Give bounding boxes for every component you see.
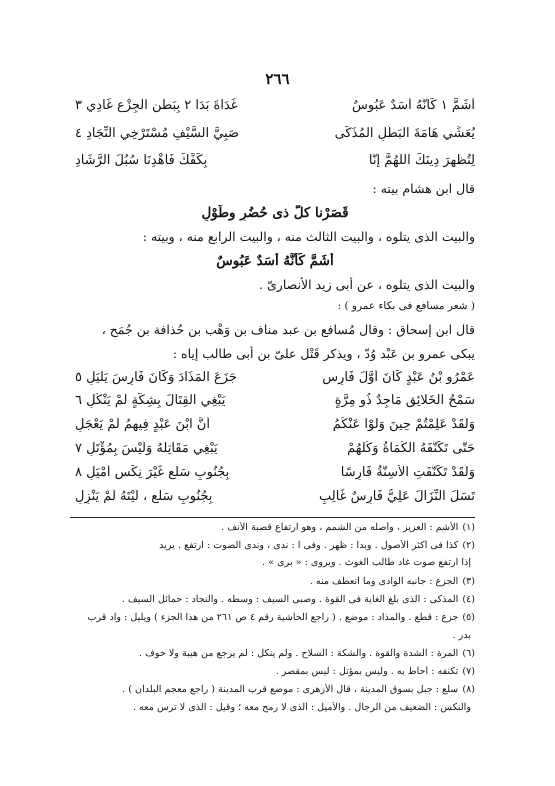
footnote	[70, 557, 475, 568]
verse-first-hemistich: وَلَقَدْ تَكَنَّفَتِ الأَسِنَّةُ فَارِسًا	[340, 465, 475, 480]
footnote	[70, 612, 475, 623]
quoted-verse: قَصَرْنا كلَّ ذى حُضُرٍ وطَوْلِ	[201, 205, 349, 221]
prose-line: والبيت الذى يتلوه ، عن أبى زيد الأنصارىّ .	[259, 277, 475, 292]
footnote-text: بدر .	[452, 630, 471, 641]
verse-first-hemistich: وَلَقَدْ عَلِمْتُمْ حِينَ وَلَّوْا عَنْكُمُ	[332, 417, 475, 432]
prose-line: والبيت الذى يتلوه ، والبيت الثالث منه ، والبيت الرابع منه ، وبيته :	[142, 229, 475, 244]
footnote-text: جزع : قطع . والمذاد : موضع . ( راجع الحاشية رقم ٤ ص ٢٦١ من هذا الجزء ) ويليل : واد قرب	[87, 612, 459, 623]
verse-second-hemistich: غَدَاةَ بَدَا ٢ بِبَطْنِ الجِزْعِ غَادِي ٣	[75, 98, 238, 113]
footnote	[70, 540, 475, 551]
verse-second-hemistich: بِجُنُوبِ سَلْعٍ غَيْرَ نِكْسٍ أَمْيَلِ ٨	[75, 465, 230, 480]
footnote-text: والنكس : الضعيف من الرجال . والأميل : الذى لا رمح معه ؛ وقيل : الذى لا ترس معه .	[132, 702, 471, 713]
footnote	[70, 702, 475, 713]
footnote-text: المرة : الشدة والقوة . والشكة : السلاح . ولم ينكل : لم يرجع من هيبة ولا خوف .	[138, 648, 459, 659]
ibn-hisham-line: قال ابن هشام بيته :	[372, 181, 475, 196]
footnote-divider	[70, 517, 475, 518]
footnote-text: الجزع : جانبه الوادى وما انعطف منه .	[309, 576, 459, 587]
verse-first-hemistich: سَمْحُ الخَلائِقِ مَاجِدٌ ذُو مِرَّةٍ	[334, 393, 475, 408]
footnote-text: الأشم : العزيز ، وأصله من الشمم ، وهو ارتفاع قصبة الأنف .	[221, 522, 459, 533]
footnote-number: (٨)	[462, 684, 475, 695]
verse-second-hemistich: بِجُنُوبِ سَلْعٍ ، لَيْتَهُ لَمْ يَنْزِلِ	[75, 489, 213, 504]
footnote-text: كذا فى أكثر الأصول . وبدا : ظهر . وفى ا : ندى ، وندى الصوت : ارتفع . يريد	[159, 540, 459, 551]
footnote	[70, 522, 475, 533]
verse-first-hemistich: تَسَلَ النِّزَالَ عَلِيُّ فَارِسٌ غَالِبٍ	[318, 489, 475, 504]
prose-line: يبكى عمرو بن عَبْد وُدّ ، ويذكر قَتْل علىّ بن أبى طالب إياه :	[172, 346, 475, 361]
footnote	[70, 594, 475, 605]
footnote-number: (٦)	[462, 648, 475, 659]
quoted-verse: أَشَمَّ كَأَنَّهُ أَسَدٌ عَبُوسٌ	[216, 253, 334, 269]
footnote-text: تكنفه : أحاط به . وليس بمؤتل : ليس بمقصر .	[275, 666, 459, 677]
footnote	[70, 630, 475, 641]
footnote-number: (٢)	[462, 540, 475, 551]
verse-first-hemistich: حَتَّى تَكَنَّفَهُ الكُمَاةُ وَكُلُّهُمْ	[347, 441, 475, 456]
verse-second-hemistich: صَبِيَّ السَّيْفِ مُسْتَرْخِي النِّجَادِ ٤	[75, 126, 240, 141]
footnote-text: سلع : جبل بسوق المدينة ، قال الأزهرى : موضع قرب المدينة ( راجع معجم البلدان ) .	[122, 684, 459, 695]
footnote-text: المذكى : الذى بلغ الغاية فى القوة . وصبى السيف : وسطه . والنجاد : حمائل السيف .	[121, 594, 459, 605]
footnote-number: (٥)	[462, 612, 475, 623]
verse-second-hemistich: يَبْغِي القِتَالَ بِشِكَّةٍ لَمْ يَنْكُلِ ٦	[75, 393, 226, 408]
footnote-number: (٣)	[462, 576, 475, 587]
verse-first-hemistich: يُعَشِّي هَامَةَ البَطَلِ المُذَكَّى	[334, 126, 475, 141]
footnote-number: (٤)	[462, 594, 475, 605]
verse-second-hemistich: أَنَّ ابْنَ عَبْدٍ فِيهِمُ لَمْ يَعْجَلِ	[75, 417, 210, 432]
verse-second-hemistich: بِكَفِّكَ فَاهْدِنَا سُبُلَ الرَّشَادِ	[75, 153, 208, 168]
footnote	[70, 576, 475, 587]
page-number: ٢٦٦	[265, 70, 290, 88]
footnote	[70, 666, 475, 677]
verse-second-hemistich: يَبْغِي مَقَاتِلَهُ وَلَيْسَ بِمُؤْتَلِ ٧	[75, 441, 218, 456]
verse-first-hemistich: لِتُظْهِرَ دِينَكَ اللَّهُمَّ إِنَّا	[368, 153, 475, 168]
verse-first-hemistich: أَشَمَّ ١ كَأَنَّهُ أَسَدٌ عَبُوسٌ	[351, 98, 475, 113]
footnote	[70, 648, 475, 659]
section-heading: ( شعر مسافع فى بكاء عمرو ) :	[337, 300, 475, 312]
prose-line: قال ابن إسحاق : وقال مُسافع بن عبد مناف بن وَهْب بن حُذافة بن جُمَح ،	[101, 322, 475, 337]
verse-first-hemistich: عَمْرُو بْنُ عَبْدٍ كَانَ أَوَّلَ فَارِسٍ	[322, 370, 475, 385]
verse-second-hemistich: جَزَعَ المَذَادَ وَكَانَ فَارِسَ يَلْيَلِ ٥	[75, 370, 237, 385]
footnote-number: (١)	[462, 522, 475, 533]
footnote-number: (٧)	[462, 666, 475, 677]
footnote	[70, 684, 475, 695]
footnote-text: إذا ارتفع صوت غاد طالب الغوث . ويروى : « برى » .	[262, 557, 471, 568]
